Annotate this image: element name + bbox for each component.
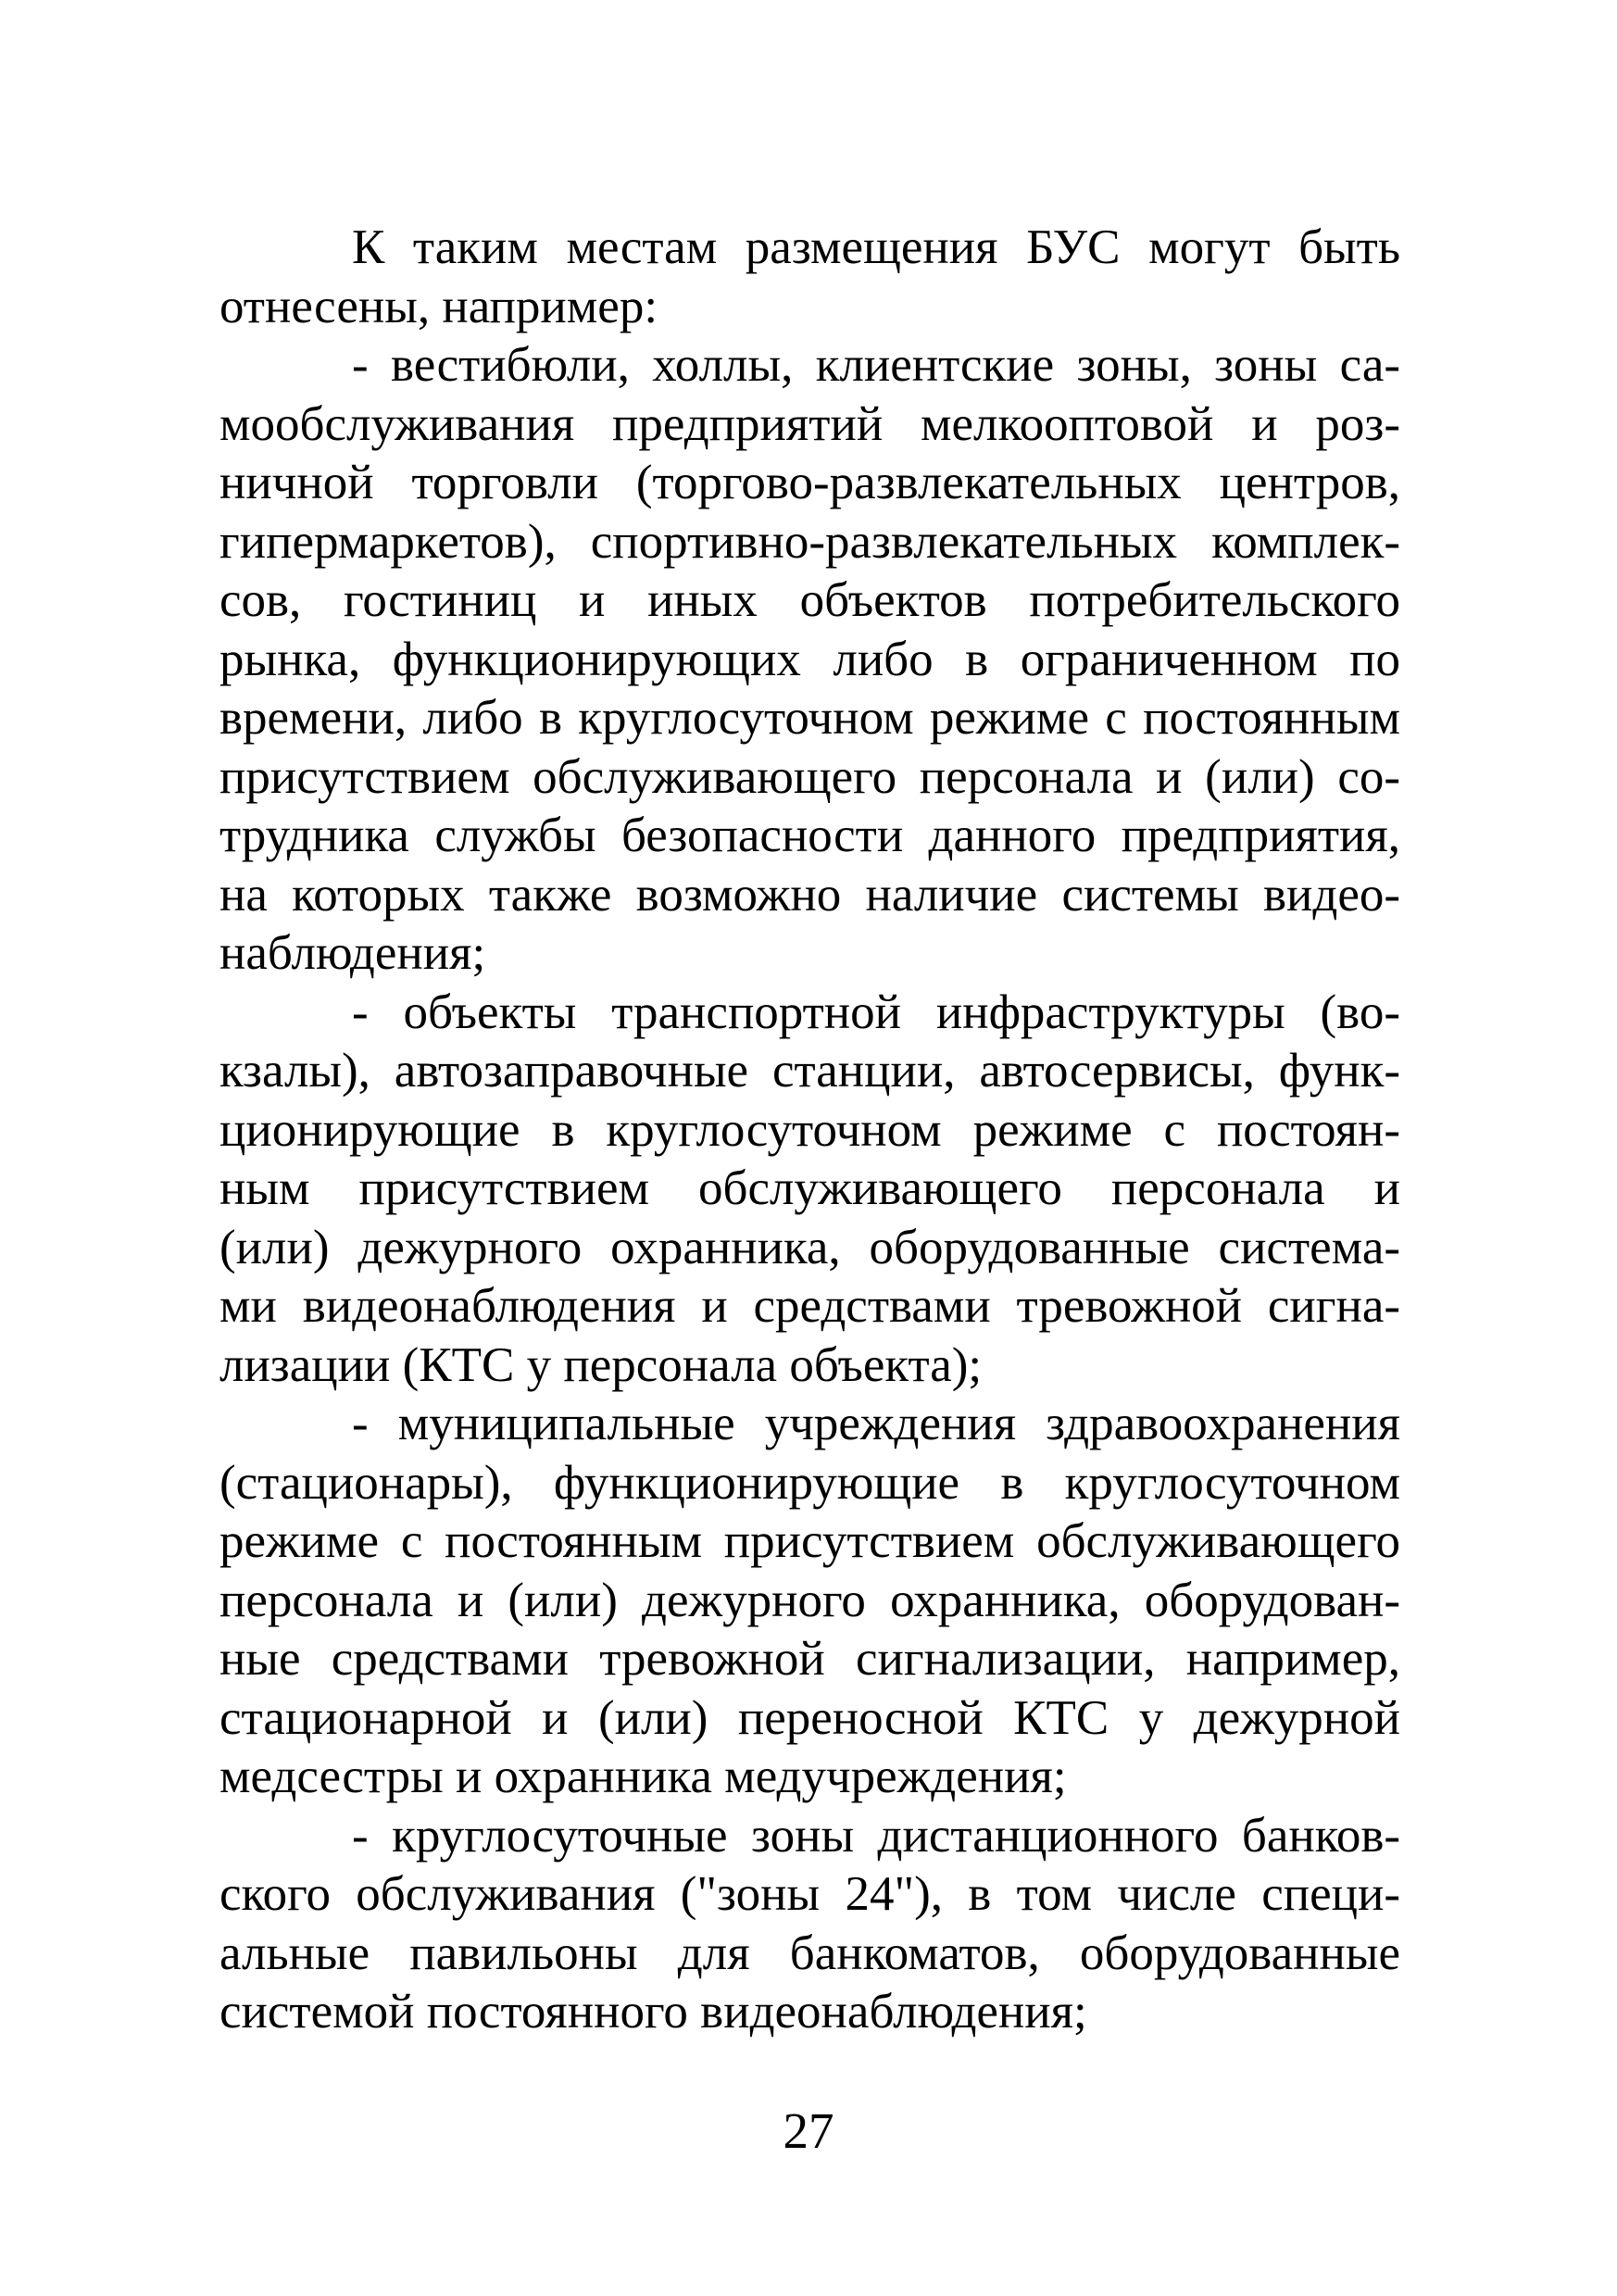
text-line: времени, либо в круглосуточном режиме с постоянным xyxy=(219,691,1400,745)
text-line: ным присутствием обслуживающего персонала и xyxy=(219,1161,1400,1215)
text-line: мообслуживания предприятий мелкооптовой и роз- xyxy=(219,396,1400,451)
text-line: медсестры и охранника медучреждения; xyxy=(219,1750,1067,1803)
text-line: - муниципальные учреждения здравоохранения xyxy=(352,1397,1400,1450)
text-line: - вестибюли, холлы, клиентские зоны, зоны са- xyxy=(352,338,1400,392)
text-line: сов, гостиниц и иных объектов потребительского xyxy=(219,573,1400,627)
text-line: альные павильоны для банкоматов, оборудованные xyxy=(219,1926,1400,1980)
text-line: стационарной и (или) переносной КТС у дежурной xyxy=(219,1690,1400,1745)
text-line: ми видеонаблюдения и средствами тревожной сигна- xyxy=(219,1279,1400,1333)
text-line: - объекты транспортной инфраструктуры (во- xyxy=(352,985,1400,1039)
text-line: наблюдения; xyxy=(219,926,486,980)
text-line: присутствием обслуживающего персонала и (или) со- xyxy=(219,749,1400,804)
text-line: (или) дежурного охранника, оборудованные система- xyxy=(219,1220,1400,1274)
text-line: ные средствами тревожной сигнализации, например, xyxy=(219,1632,1400,1686)
page-number: 27 xyxy=(783,2102,834,2159)
text-line: на которых также возможно наличие системы видео- xyxy=(219,867,1400,922)
text-line: (стационары), функционирующие в круглосуточном xyxy=(219,1455,1400,1510)
text-line: гипермаркетов), спортивно-развлекательных комплек- xyxy=(219,514,1400,569)
text-line: рынка, функционирующих либо в ограниченном по xyxy=(219,632,1400,686)
text-line: лизации (КТС у персонала объекта); xyxy=(219,1337,983,1392)
text-line: отнесены, например: xyxy=(219,279,658,333)
text-line: трудника службы безопасности данного предприятия, xyxy=(219,809,1400,862)
text-line: ционирующие в круглосуточном режиме с постоян- xyxy=(219,1102,1400,1157)
text-line: режиме с постоянным присутствием обслуживающего xyxy=(219,1514,1400,1568)
body-text xyxy=(219,219,1400,2042)
text-line: кзалы), автозаправочные станции, автосервисы, функ- xyxy=(219,1044,1400,1098)
text-line: - круглосуточные зоны дистанционного банков- xyxy=(352,1808,1400,1863)
text-line: ничной торговли (торгово-развлекательных центров, xyxy=(219,456,1400,509)
text-line: К таким местам размещения БУС могут быть xyxy=(352,220,1400,274)
text-line: персонала и (или) дежурного охранника, оборудован- xyxy=(219,1573,1400,1627)
text-line: системой постоянного видеонаблюдения; xyxy=(219,1985,1087,2039)
text-line: ского обслуживания ("зоны 24"), в том числе специ- xyxy=(219,1867,1400,1921)
